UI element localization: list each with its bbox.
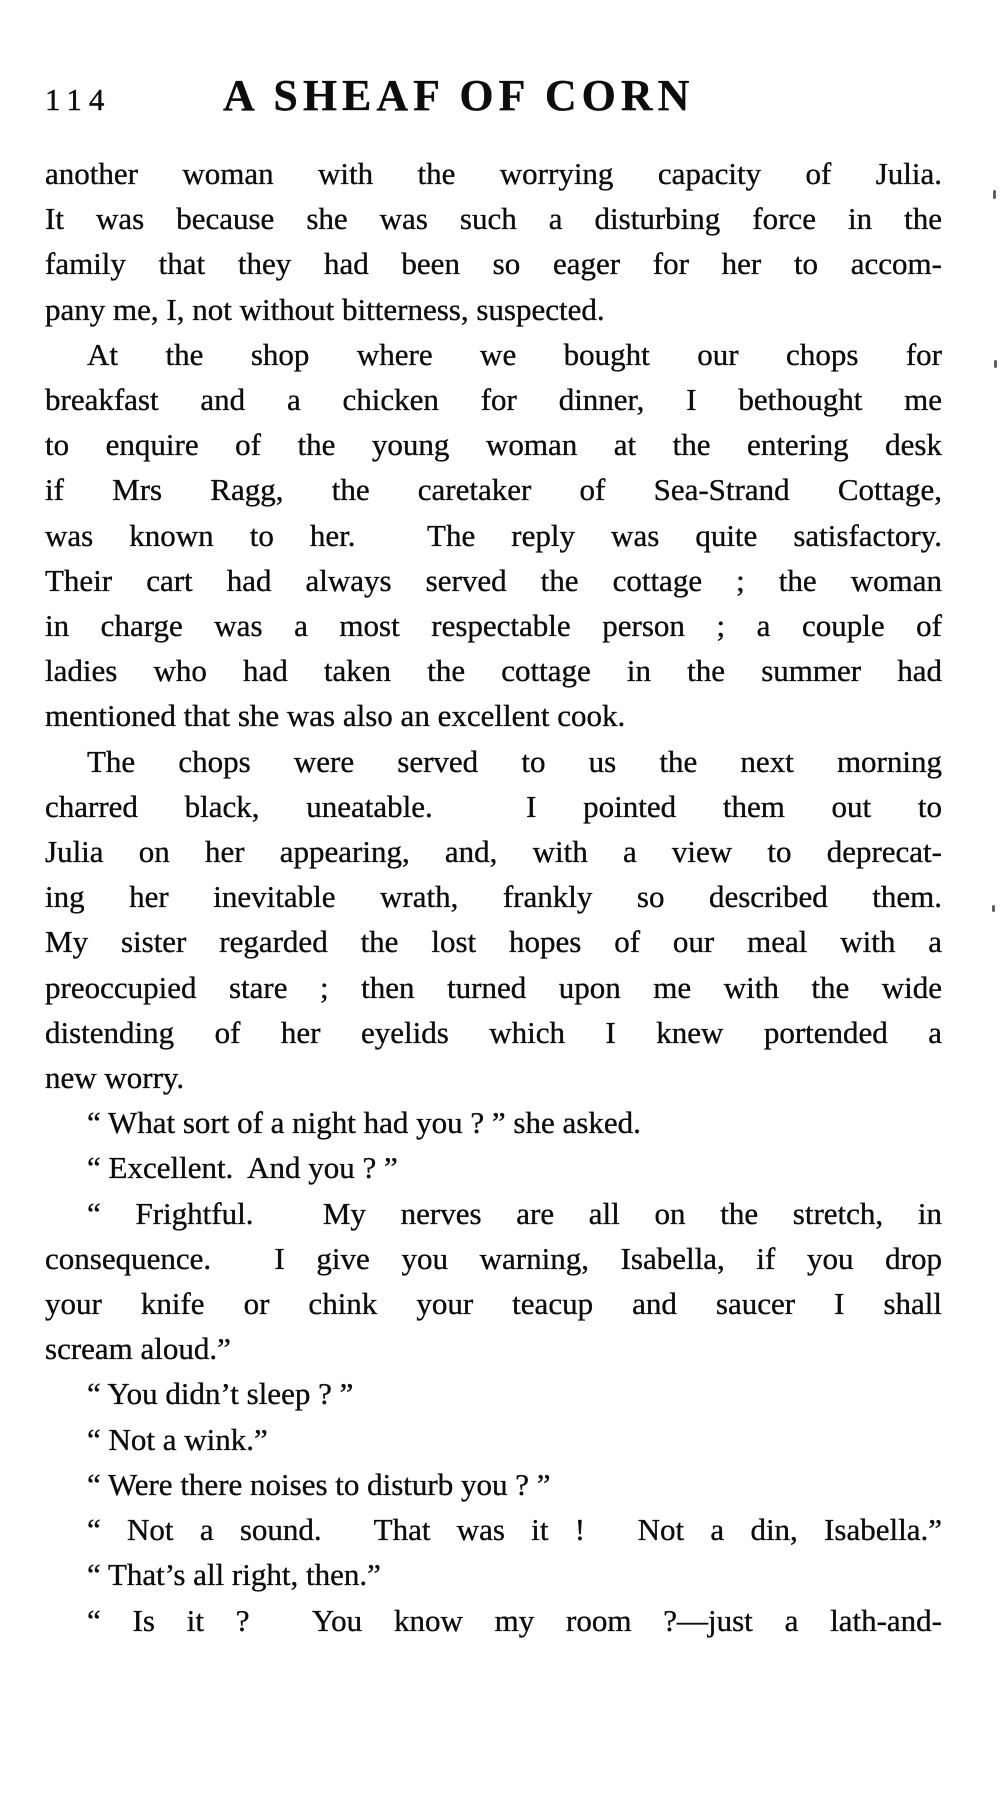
body-text bbox=[45, 151, 942, 1643]
text-line: “ That’s all right, then.” bbox=[87, 1557, 381, 1593]
text-line: “ Frightful. My nerves are all on the stretch, in bbox=[87, 1195, 942, 1231]
page-title: A SHEAF OF CORN bbox=[223, 71, 695, 120]
scan-speck bbox=[993, 190, 996, 199]
text-line: “ What sort of a night had you ? ” she asked. bbox=[87, 1105, 641, 1141]
page-number: 114 bbox=[45, 82, 112, 117]
text-line: new worry. bbox=[45, 1060, 185, 1096]
text-line: if Mrs Ragg, the caretaker of Sea-Strand Cottage, bbox=[45, 472, 942, 508]
text-line: “ You didn’t sleep ? ” bbox=[87, 1376, 354, 1412]
page-header bbox=[45, 0, 942, 121]
text-line: your knife or chink your teacup and saucer I shall bbox=[45, 1286, 942, 1322]
text-line: was known to her. The reply was quite satisfactory. bbox=[45, 517, 942, 553]
text-line: family that they had been so eager for her to accom- bbox=[45, 246, 942, 282]
text-line: in charge was a most respectable person ; a couple of bbox=[45, 608, 942, 644]
text-line: My sister regarded the lost hopes of our meal with a bbox=[45, 924, 942, 960]
page-content bbox=[45, 0, 942, 1643]
text-line: another woman with the worrying capacity of Julia. bbox=[45, 156, 942, 191]
text-line: mentioned that she was also an excellent cook. bbox=[45, 698, 626, 734]
text-line: “ Not a wink.” bbox=[87, 1421, 268, 1457]
text-line: “ Were there noises to disturb you ? ” bbox=[87, 1466, 551, 1502]
text-line: ladies who had taken the cottage in the summer had bbox=[45, 653, 942, 689]
text-line: Their cart had always served the cottage ; the woman bbox=[45, 562, 942, 598]
text-line: The chops were served to us the next morning bbox=[87, 743, 942, 779]
text-line: Julia on her appearing, and, with a view to deprecat- bbox=[45, 834, 942, 870]
text-line: pany me, I, not without bitterness, suspected. bbox=[45, 291, 605, 327]
text-line: consequence. I give you warning, Isabella, if you drop bbox=[45, 1240, 942, 1276]
text-line: “ Excellent. And you ? ” bbox=[87, 1150, 398, 1186]
text-line: “ Is it ? You know my room ?—just a lath-and- bbox=[87, 1602, 942, 1638]
scan-speck bbox=[992, 905, 995, 912]
scan-speck bbox=[994, 360, 997, 368]
text-line: At the shop where we bought our chops for bbox=[87, 336, 942, 372]
text-line: distending of her eyelids which I knew portended a bbox=[45, 1014, 942, 1050]
text-line: charred black, uneatable. I pointed them out to bbox=[45, 788, 942, 824]
text-line: preoccupied stare ; then turned upon me with the wide bbox=[45, 969, 942, 1005]
text-line: It was because she was such a disturbing force in the bbox=[45, 201, 942, 237]
text-line: ing her inevitable wrath, frankly so described them. bbox=[45, 879, 942, 915]
text-line: scream aloud.” bbox=[45, 1331, 231, 1367]
text-line: “ Not a sound. That was it ! Not a din, Isabella.” bbox=[87, 1512, 942, 1548]
text-line: breakfast and a chicken for dinner, I bethought me bbox=[45, 382, 942, 418]
text-line: to enquire of the young woman at the entering desk bbox=[45, 427, 942, 463]
